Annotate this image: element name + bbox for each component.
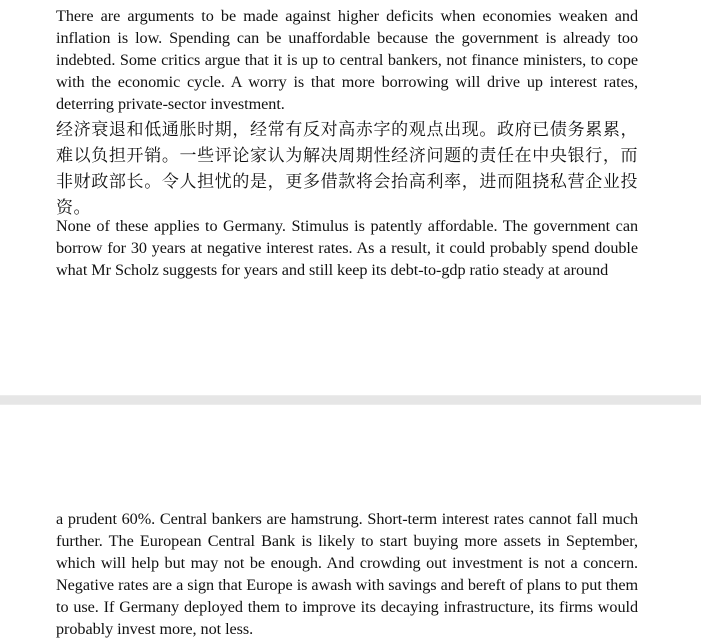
paragraph-english-central-bankers: a prudent 60%. Central bankers are hamstrung. Short-term interest rates cannot fall much further. The European Central Bank is likely to start buying more assets in September, which will help but may not be enough. And crowding out investment is not a concern. Negative rates are a sign that Europe is awash with savings and bereft of plans to put them to use. If Germany deployed them to improve its decaying infrastructure, its firms would probably invest more, not less. xyxy=(56,510,638,638)
paragraph-chinese-translation: 经济衰退和低通胀时期，经常有反对高赤字的观点出现。政府已债务累累，难以负担开销。一些评论家认为解决周期性经济问题的责任在中央银行，而非财政部长。令人担忧的是，更多借款将会抬高利率，进而阻挠私营企业投资。 xyxy=(56,120,638,218)
paragraph-english-germany: None of these applies to Germany. Stimulus is patently affordable. The government can borrow for 30 years at negative interest rates. As a result, it could probably spend double what Mr Scholz suggests for years and still keep its debt-to-gdp ratio steady at around xyxy=(56,217,638,279)
paragraph-english-deficits: There are arguments to be made against higher deficits when economies weaken and inflation is low. Spending can be unaffordable because the government is already too indebted. Some critics argue that it is up to central bankers, not finance ministers, to cope with the economic cycle. A worry is that more borrowing will drive up interest rates, deterring private-sector investment. xyxy=(56,7,638,113)
page-break-separator xyxy=(0,395,701,405)
